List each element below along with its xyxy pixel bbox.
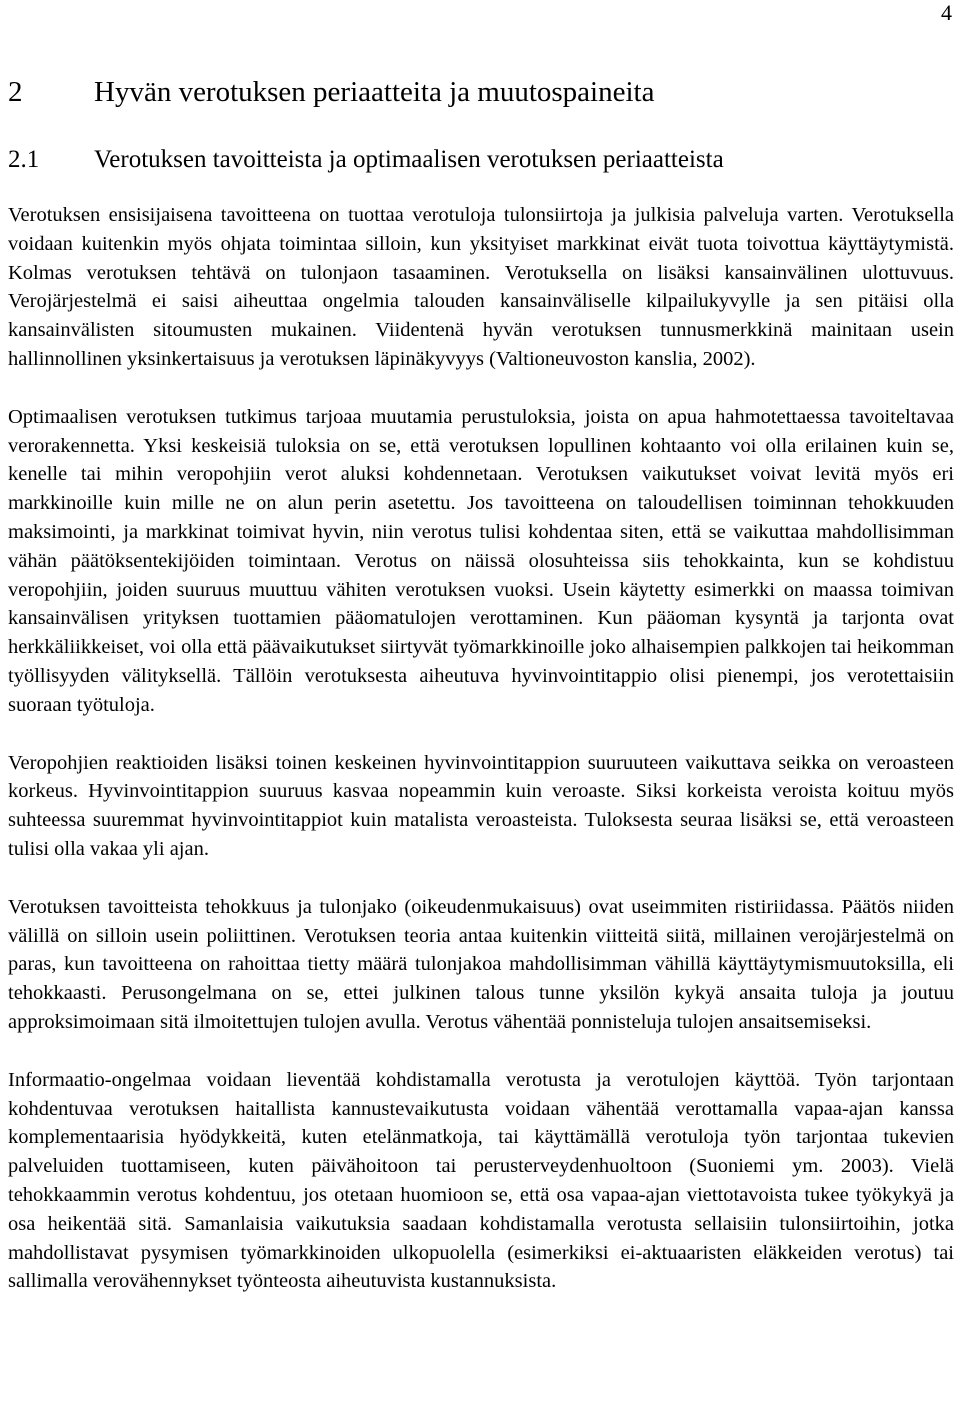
section-number: 2.1: [8, 146, 40, 173]
body-text: [8, 201, 954, 1296]
paragraph-5: Informaatio-ongelmaa voidaan lieventää kohdistamalla verotusta ja verotulojen käyttöä. Työn tarjontaan kohdentuvaa verotuksen haitallista kannustevaikutusta voidaan vähentää verottamalla vapaa-ajan kanssa komplementaarisia hyödykkeitä, kuten etelänmatkoja, tai käyttämällä verotuloja työn tarjontaa tukevien palveluiden tuottamiseen, kuten päivähoitoon tai perusterveydenhuoltoon (Suoniemi ym. 2003). Vielä tehokkaammin verotus kohdentuu, jos otetaan huomioon se, että osa vapaa-ajan viettotavoista tukee työkykyä ja osa heikentää sitä. Samanlaisia vaikutuksia saadaan kohdistamalla verotusta sellaisiin tulonsiirtoihin, jotka mahdollistavat pysymisen työmarkkinoiden ulkopuolella (esimerkiksi ei-aktuaaristen eläkkeiden verotus) tai sallimalla verovähennykset työnteosta aiheutuvista kustannuksista.: [8, 1068, 954, 1293]
page-number: 4: [941, 0, 952, 25]
chapter-number: 2: [8, 76, 23, 108]
paragraph-3: Veropohjien reaktioiden lisäksi toinen keskeinen hyvinvointitappion suuruuteen vaikuttava seikka on veroasteen korkeus. Hyvinvointitappion suuruus kasvaa nopeammin kuin veroaste. Siksi korkeista veroista koituu myös suhteessa suuremmat hyvinvointitappiot kuin matalista veroasteista. Tuloksesta seuraa lisäksi se, että veroasteen tulisi olla vakaa yli ajan.: [8, 751, 954, 860]
section-title: Verotuksen tavoitteista ja optimaalisen verotuksen periaatteista: [94, 146, 724, 173]
chapter-heading: [8, 72, 654, 112]
paragraph-2: Optimaalisen verotuksen tutkimus tarjoaa muutamia perustuloksia, joista on apua hahmotettaessa tavoiteltavaa verorakennetta. Yksi keskeisiä tuloksia on se, että verotuksen lopullinen kohtaanto voi olla erilainen kuin se, kenelle tai mihin veropohjiin verot aluksi kohdennetaan. Verotuksen vaikutukset voivat levitä myös eri markkinoille kuin mille ne on alun perin asetettu. Jos tavoitteena on taloudellisen toiminnan tehokkuuden maksimointi, ja markkinat toimivat hyvin, niin verotus tulisi kohdentaa siten, että se vaikuttaa mahdollisimman vähän päätöksentekijöiden toimintaan. Verotus on näissä olosuhteissa siis tehokkainta, kun se kohdistuu veropohjiin, joiden suuruus muuttuu vähiten verotuksen vuoksi. Usein käytetty esimerkki on maassa toimivan kansainvälisen yrityksen tuottamien pääomatulojen verottaminen. Kun pääoman kysyntä ja tarjonta ovat herkkäliikkeiset, voi olla että päävaikutukset siirtyvät työmarkkinoille joko alhaisempien palkkojen tai heikomman työllisyyden välityksellä. Tällöin verotuksesta aiheutuva hyvinvointitappio olisi pienempi, jos verotettaisiin suoraan työtuloja.: [8, 405, 954, 716]
paragraph-4: Verotuksen tavoitteista tehokkuus ja tulonjako (oikeudenmukaisuus) ovat useimmiten ristiriidassa. Päätös niiden välillä on silloin usein poliittinen. Verotuksen teoria antaa kuitenkin viitteitä siitä, millainen verojärjestelmä on paras, kun tavoitteena on rahoittaa tietty määrä tulonjakoa mahdollisimman vähillä käyttäytymismuutoksilla, eli tehokkaasti. Perusongelmana on se, ettei julkinen talous tunne yksilön kykyä ansaita tuloja ja joutuu approksimoimaan sitä ilmoitettujen tulojen avulla. Verotus vähentää ponnisteluja tulojen ansaitsemiseksi.: [8, 895, 954, 1033]
chapter-title: Hyvän verotuksen periaatteita ja muutospaineita: [94, 76, 655, 108]
paragraph-1: Verotuksen ensisijaisena tavoitteena on tuottaa verotuloja tulonsiirtoja ja julkisia palveluja varten. Verotuksella voidaan kuitenkin myös ohjata toimintaa silloin, kun yksityiset markkinat eivät tuota toivottua käyttäytymistä. Kolmas verotuksen tehtävä on tulonjaon tasaaminen. Verotuksella on lisäksi kansainvälinen ulottuvuus. Verojärjestelmä ei saisi aiheuttaa ongelmia talouden kansainväliselle kilpailukyvylle ja sen pitäisi olla kansainvälisten sitoumusten mukainen. Viidentenä hyvän verotuksen tunnusmerkkinä mainitaan usein hallinnollinen yksinkertaisuus ja verotuksen läpinäkyvyys (Valtioneuvoston kanslia, 2002).: [8, 204, 954, 370]
section-heading: [8, 142, 724, 178]
